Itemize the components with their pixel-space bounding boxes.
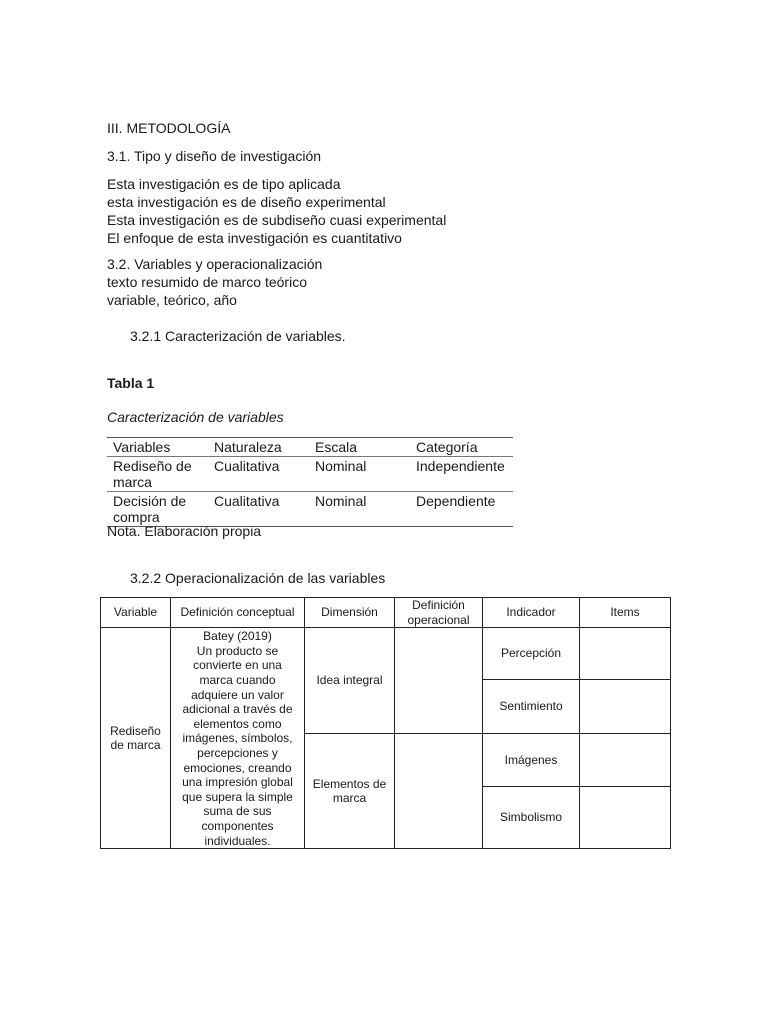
table-cell: Cualitativa	[214, 493, 280, 509]
operationalization-table	[100, 597, 671, 849]
column-header: Indicador	[483, 598, 580, 628]
table-cell: Rediseño de marca	[113, 458, 192, 490]
items-cell	[580, 734, 671, 787]
table-cell: Cualitativa	[214, 458, 280, 474]
definition-line: Batey (2019)	[203, 629, 272, 644]
table-row	[107, 457, 513, 492]
table1-note: Nota. Elaboración propia	[107, 523, 262, 539]
definition-line: Un producto se	[196, 643, 279, 658]
subsection-title-3-1: 3.1. Tipo y diseño de investigación	[107, 148, 322, 164]
indicator-cell: Imágenes	[483, 734, 580, 787]
column-header: Dimensión	[305, 598, 395, 628]
conceptual-definition-cell	[171, 628, 305, 849]
column-header: Variable	[101, 598, 171, 628]
column-header: Escala	[315, 439, 358, 455]
operational-definition-cell	[395, 734, 483, 849]
paragraph-line: texto resumido de marco teórico	[107, 274, 307, 290]
definition-line: adicional a través de	[182, 702, 293, 717]
subsection-title-3-2: 3.2. Variables y operacionalización	[107, 256, 323, 272]
definition-line: suma de sus	[203, 804, 272, 819]
items-cell	[580, 628, 671, 680]
items-cell	[580, 787, 671, 849]
section-title: III. METODOLOGÍA	[107, 120, 231, 136]
variable-cell: Rediseño de marca	[101, 628, 171, 849]
operational-definition-cell	[395, 628, 483, 734]
column-header: Categoría	[416, 439, 478, 455]
paragraph-variables	[107, 255, 322, 309]
table-cell: Dependiente	[416, 493, 496, 509]
paragraph-line: Esta investigación es de tipo aplicada	[107, 176, 341, 192]
table-header-row	[107, 438, 513, 457]
table-cell: Decisión de compra	[113, 493, 187, 525]
definition-line: marca cuando	[199, 672, 276, 687]
dimension-cell: Elementos de marca	[305, 734, 395, 849]
definition-line: elementos como	[193, 716, 282, 731]
table1-label: Tabla 1	[107, 375, 155, 391]
table-header-row	[101, 598, 671, 628]
definition-line: emociones, creando	[183, 760, 292, 775]
table-cell: Independiente	[416, 458, 505, 474]
subsection-title-3-2-2: 3.2.2 Operacionalización de las variables	[130, 570, 386, 586]
definition-line: adquiere un valor	[191, 687, 284, 702]
column-header: Variables	[113, 439, 171, 455]
definition-line: individuales.	[204, 833, 271, 848]
indicator-cell: Percepción	[483, 628, 580, 680]
column-header: Items	[580, 598, 671, 628]
table-cell: Nominal	[315, 493, 367, 509]
definition-line: componentes	[201, 818, 274, 833]
column-header: Definición operacional	[395, 598, 483, 628]
definition-line: percepciones y	[197, 745, 278, 760]
column-header: Naturaleza	[214, 439, 282, 455]
paragraph-line: Esta investigación es de subdiseño cuasi experimental	[107, 212, 447, 228]
indicator-cell: Sentimiento	[483, 680, 580, 734]
table-row	[101, 628, 671, 680]
paragraph-line: esta investigación es de diseño experimental	[107, 194, 386, 210]
indicator-cell: Simbolismo	[483, 787, 580, 849]
definition-line: imágenes, símbolos,	[182, 731, 293, 746]
paragraph-research-type	[107, 175, 446, 247]
definition-line: una impresión global	[182, 775, 293, 790]
definition-line: que supera la simple	[182, 789, 293, 804]
definition-line: convierte en una	[193, 658, 282, 673]
dimension-cell: Idea integral	[305, 628, 395, 734]
paragraph-line: variable, teórico, año	[107, 292, 237, 308]
column-header: Definición conceptual	[171, 598, 305, 628]
variables-characterization-table	[107, 437, 513, 527]
table1-caption: Caracterización de variables	[107, 409, 284, 425]
items-cell	[580, 680, 671, 734]
subsection-title-3-2-1: 3.2.1 Caracterización de variables.	[130, 328, 346, 344]
table-cell: Nominal	[315, 458, 367, 474]
paragraph-line: El enfoque de esta investigación es cuantitativo	[107, 230, 402, 246]
